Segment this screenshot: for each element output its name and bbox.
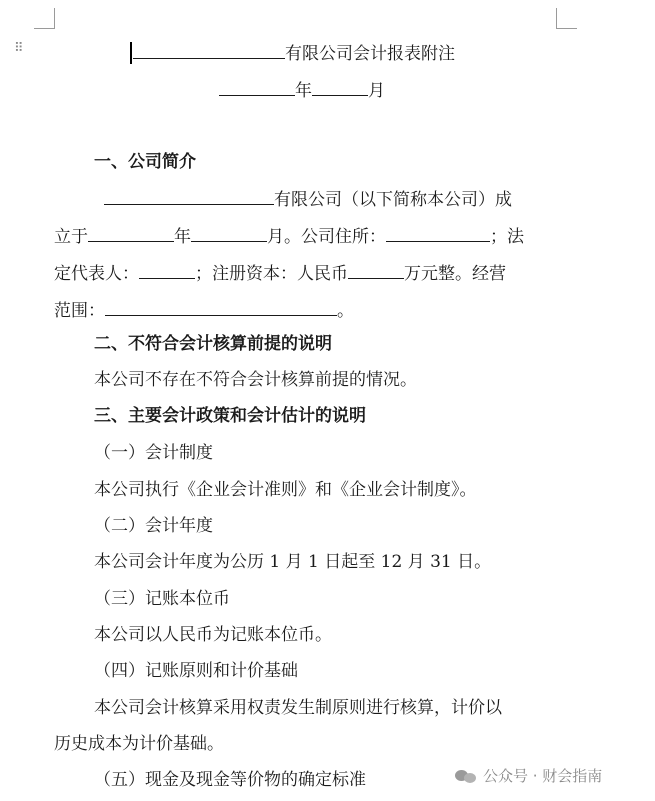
para-text: 定代表人：: [54, 264, 139, 284]
address-blank[interactable]: [386, 223, 490, 242]
section-1-heading: 一、公司简介: [94, 152, 196, 172]
subsection-1-text: 本公司执行《企业会计准则》和《企业会计制度》。: [94, 480, 477, 500]
para-text: 年: [174, 227, 191, 247]
text-cursor: [130, 42, 132, 64]
month-blank[interactable]: [312, 77, 368, 96]
subsection-1-heading: （一）会计制度: [94, 443, 213, 463]
capital-blank[interactable]: [348, 260, 404, 279]
para-text: 立于: [54, 227, 88, 247]
para-text: 。: [337, 301, 354, 321]
watermark: [455, 765, 602, 786]
company-name-blank[interactable]: [133, 40, 285, 59]
subsection-4-heading: （四）记账原则和计价基础: [94, 661, 298, 681]
month-label: 月: [368, 81, 385, 101]
section-3-heading: 三、主要会计政策和会计估计的说明: [94, 406, 366, 426]
section-2-heading: 二、不符合会计核算前提的说明: [94, 334, 332, 354]
para-text: 月。公司住所：: [267, 227, 386, 247]
subsection-5-heading: （五）现金及现金等价物的确定标准: [94, 770, 366, 790]
year-blank[interactable]: [219, 77, 295, 96]
business-scope-blank[interactable]: [105, 297, 337, 316]
wechat-icon: [455, 768, 477, 784]
section-1-para-line-4: [54, 297, 354, 323]
margin-corner-top-right: [556, 8, 577, 29]
subsection-4-text-line-2: 历史成本为计价基础。: [54, 734, 224, 754]
document-date: [219, 77, 385, 103]
subsection-3-heading: （三）记账本位币: [94, 589, 230, 609]
watermark-text: 公众号 · 财会指南: [483, 767, 603, 785]
legal-rep-blank[interactable]: [139, 260, 195, 279]
section-1-para-line-2: [54, 223, 524, 249]
title-text: 有限公司会计报表附注: [285, 44, 455, 64]
section-1-para-line-1: [104, 186, 512, 212]
section-1-para-line-3: [54, 260, 506, 286]
para-text: 万元整。经营: [404, 264, 506, 284]
subsection-2-text: 本公司会计年度为公历 1 月 1 日起至 12 月 31 日。: [94, 552, 492, 572]
company-name-blank-2[interactable]: [104, 186, 274, 205]
founded-year-blank[interactable]: [88, 223, 174, 242]
subsection-3-text: 本公司以人民币为记账本位币。: [94, 625, 332, 645]
section-2-text: 本公司不存在不符合会计核算前提的情况。: [94, 370, 417, 390]
year-label: 年: [295, 81, 312, 101]
subsection-2-heading: （二）会计年度: [94, 516, 213, 536]
para-text: ；注册资本：人民币: [195, 264, 348, 284]
drag-handle-icon[interactable]: ⠿: [14, 41, 25, 56]
subsection-4-text-line-1: 本公司会计核算采用权责发生制原则进行核算，计价以: [94, 698, 502, 718]
para-text: ；法: [490, 227, 524, 247]
founded-month-blank[interactable]: [191, 223, 267, 242]
margin-corner-top-left: [34, 8, 55, 29]
para-text: 范围：: [54, 301, 105, 321]
para-text: 有限公司（以下简称本公司）成: [274, 190, 512, 210]
document-title: [133, 40, 455, 66]
